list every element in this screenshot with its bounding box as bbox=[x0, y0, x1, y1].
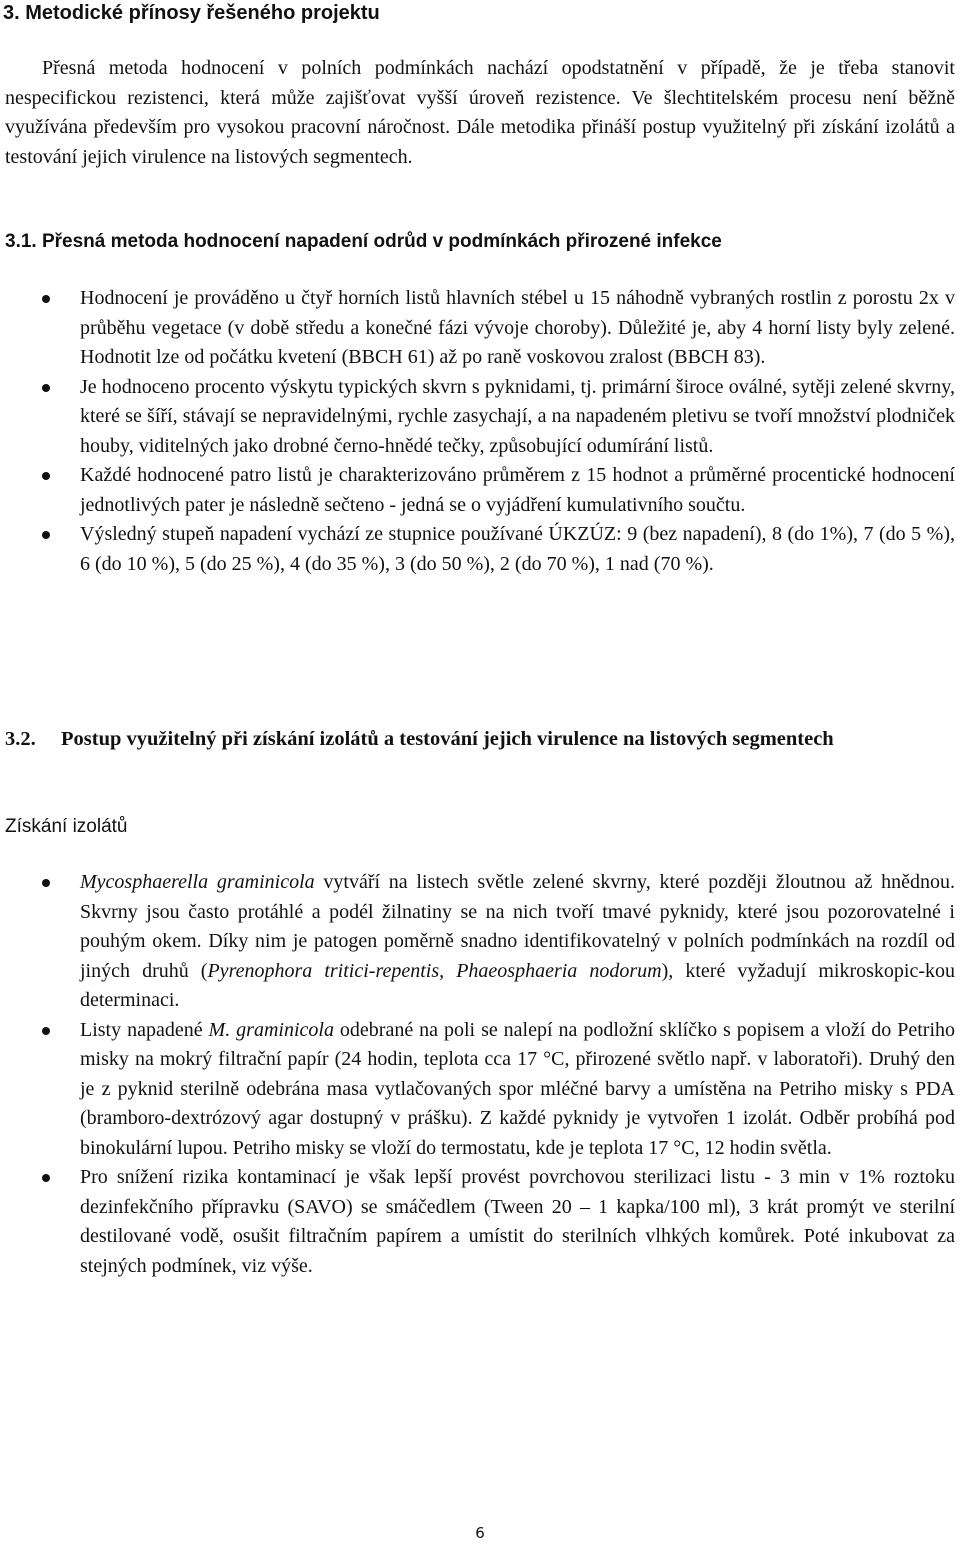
list-item bbox=[0, 1163, 960, 1281]
list-item-text: odebrané na poli se nalepí na podložní sklíčko s popisem a vloží do Petriho misky na mokrý filtrační papír (24 hodin, teplota cca 17 °C, přirozené světlo např. v laboratoři). Druhý den je z pyknid sterilně odebrána masa vytlačovaných spor mléčné barvy a umístěna na Petriho misky s PDA (bramboro-dextrózový agar dostupný v prášku). Z každé pyknidy je vytvořen 1 izolát. Odběr probíhá pod binokulární lupou. Petriho misky se vloží do termostatu, kde je teplota 17 °C, 12 hodin světla. bbox=[80, 1018, 956, 1159]
list-item-text: vytváří na listech světle zelené skvrny, které později žloutnou až hnědnou. Skvrny jsou často protáhlé a podél žilnatiny se na nich tvoří tmavé pyknidy, které jsou pozorovatelné i pouhým okem. Díky nim je patogen poměrně snadno identifikovatelný v polních podmínkách na rozdíl od jiných druhů ( bbox=[80, 871, 955, 982]
section-heading: 3. Metodické přínosy řešeného projektu bbox=[3, 2, 380, 24]
list-item-text: Každé hodnocené patro listů je charakterizováno průměrem z 15 hodnot a průměrné procentické hodnocení jednotlivých pater je následně sečteno - jedná se o vyjádření kumulativního součtu. bbox=[80, 464, 955, 516]
intro-text: Přesná metoda hodnocení v polních podmínkách nachází opodstatnění v případě, že je třeba stanovit nespecifickou rezistenci, která může zajišťovat vyšší úroveň rezistence. Ve šlechtitelském procesu není běžně využívána především pro vysokou pracovní náročnost. Dále metodika přináší postup využitelný při získání izolátů a testování jejich virulence na listových segmentech. bbox=[5, 57, 955, 168]
species-name: Mycosphaerella graminicola bbox=[80, 871, 315, 893]
bullet-icon bbox=[42, 472, 50, 480]
evaluation-list bbox=[0, 284, 960, 579]
list-item bbox=[0, 1016, 960, 1164]
list-item-text: Listy napadené bbox=[80, 1018, 209, 1041]
list-item bbox=[0, 284, 960, 373]
subsection-title: Postup využitelný při získání izolátů a testování jejich virulence na listových segmentech bbox=[61, 728, 834, 750]
species-names: Pyrenophora tritici-repentis, Phaeosphaeria nodorum bbox=[207, 959, 662, 982]
list-item-text: ), které vyžadují mikroskopic-kou determinaci. bbox=[80, 959, 955, 1011]
list-item-text: Hodnocení je prováděno u čtyř horních listů hlavních stébel u 15 náhodně vybraných rostlin z porostu 2x v průběhu vegetace (v době středu a konečné fázi vývoje choroby). Důležité je, aby 4 horní listy byly zelené. Hodnotit lze od počátku kvetení (BBCH 61) až po raně voskovou zralost (BBCH 83). bbox=[80, 287, 955, 368]
bullet-icon bbox=[42, 531, 50, 539]
list-item bbox=[0, 868, 960, 1016]
sub-subheading: Získání izolátů bbox=[5, 816, 128, 837]
bullet-icon bbox=[42, 1174, 50, 1182]
bullet-icon bbox=[42, 1027, 50, 1035]
bullet-icon bbox=[42, 384, 50, 392]
subsection-heading: 3.1. Přesná metoda hodnocení napadení odrůd v podmínkách přirozené infekce bbox=[5, 231, 722, 252]
page-number: 6 bbox=[475, 1524, 485, 1542]
list-item-text: Je hodnoceno procento výskytu typických skvrn s pyknidami, tj. primární široce oválné, sytěji zelené skvrny, které se šíří, stávají se nepravidelnými, rychle zasychají, a na napadeném pletivu se tvoří množství plodniček houby, viditelných jako drobné černo-hnědé tečky, způsobující odumírání listů. bbox=[80, 375, 955, 457]
subsection-heading bbox=[5, 725, 955, 755]
list-item bbox=[0, 520, 960, 579]
intro-paragraph bbox=[5, 54, 955, 172]
species-name: M. graminicola bbox=[208, 1018, 334, 1041]
bullet-icon bbox=[42, 295, 50, 303]
isolation-list bbox=[0, 868, 960, 1281]
list-item bbox=[0, 461, 960, 520]
subsection-number: 3.2. bbox=[5, 728, 36, 750]
list-item-text: Pro snížení rizika kontaminací je však lepší provést povrchovou sterilizaci listu - 3 min v 1% roztoku dezinfekčního přípravku (SAVO) se smáčedlem (Tween 20 – 1 kapka/100 ml), 3 krát promýt ve sterilní destilované vodě, osušit filtračním papírem a umístit do sterilních vlhkých komůrek. Poté inkubovat za stejných podmínek, viz výše. bbox=[80, 1166, 955, 1277]
list-item-text: Výsledný stupeň napadení vychází ze stupnice používané ÚKZÚZ: 9 (bez napadení), 8 (do 1%), 7 (do 5 %), 6 (do 10 %), 5 (do 25 %), 4 (do 35 %), 3 (do 50 %), 2 (do 70 %), 1 nad (70 %). bbox=[80, 523, 955, 575]
bullet-icon bbox=[42, 879, 50, 887]
list-item bbox=[0, 373, 960, 462]
